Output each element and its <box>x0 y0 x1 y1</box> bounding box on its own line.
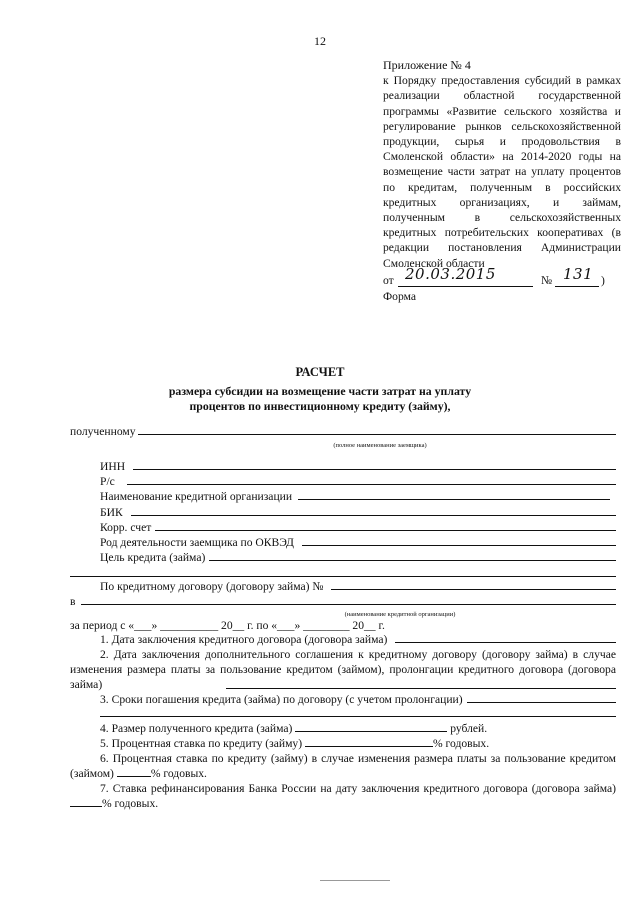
received-label: полученному <box>70 425 136 438</box>
item1-row <box>100 633 616 646</box>
item7-unit: % годовых. <box>102 797 159 810</box>
bank-name-label: Наименование кредитной организации <box>100 490 293 503</box>
doc-title: РАСЧЕТ <box>295 365 345 379</box>
item1-label: 1. Дата заключения кредитного договора (договора займа) <box>100 633 388 646</box>
number-handwritten: 131 <box>563 264 594 283</box>
item4-unit: рублей. <box>450 722 488 735</box>
item5-unit: % годовых. <box>432 737 490 750</box>
agreement-label: По кредитному договору (договору займа) № <box>100 580 324 593</box>
item3-label: 3. Сроки погашения кредита (займа) по договору (с учетом пролонгации) <box>100 693 463 706</box>
item3-line-2[interactable] <box>100 716 616 717</box>
item1-line[interactable] <box>395 642 616 643</box>
item6-text: 6. Процентная ставка по кредиту (займу) в случае изменения размера платы за пользование кредитом (займом) <box>70 752 616 780</box>
okved-label: Род деятельности заемщика по ОКВЭД <box>100 536 294 549</box>
item5-row <box>100 736 489 750</box>
okved-row <box>100 536 616 549</box>
corr-account-row <box>100 521 616 534</box>
period-line: за период с «___» __________ 20__ г. по «___» ________ 20__ г. <box>70 619 385 632</box>
account-row <box>100 475 616 488</box>
item2-line[interactable] <box>226 688 616 689</box>
date-handwritten: 20.03.2015 <box>405 264 496 283</box>
purpose-row <box>100 551 616 564</box>
doc-subtitle-line1: размера субсидии на возмещение части затрат на уплату <box>168 384 472 398</box>
number-underline <box>555 286 599 287</box>
bank-name-line[interactable] <box>298 499 610 500</box>
bank-name-row <box>100 490 610 503</box>
org-note: (наименование кредитной организации) <box>344 611 456 618</box>
inn-row <box>100 460 616 473</box>
appendix-body: к Порядку предоставления субсидий в рамках реализации областной государственной программы «Развитие сельского хозяйства и регулирование рынков сельскохозяйственной продукции, сырья и продовольствия в Смоленской области» на 2014-2020 годы на возмещение части затрат на уплату процентов по кредитам, полученным в российских кредитных организациях, и займам, полученным в сельскохозяйственных кредитных потребительских кооперативах (в редакции постановления Администрации Смоленской области <box>383 74 621 270</box>
item4-line[interactable] <box>295 721 447 732</box>
item4-label: 4. Размер полученного кредита (займа) <box>100 722 293 735</box>
item6-block <box>70 751 616 781</box>
bik-line[interactable] <box>131 515 616 516</box>
purpose-label: Цель кредита (займа) <box>100 551 206 564</box>
account-label: Р/с <box>100 475 115 488</box>
appendix-date-line <box>383 264 621 289</box>
item5-line[interactable] <box>305 736 433 747</box>
okved-line[interactable] <box>302 545 616 546</box>
corr-account-label: Корр. счет <box>100 521 152 534</box>
doc-subtitle-line2: процентов по инвестиционному кредиту (займу), <box>189 399 451 413</box>
org-row <box>70 595 616 608</box>
account-line[interactable] <box>127 484 616 485</box>
appendix-block <box>383 58 621 304</box>
page-number: 12 <box>314 34 326 48</box>
item7-line[interactable] <box>70 796 102 807</box>
purpose-line-2[interactable] <box>70 576 616 577</box>
item7-text: 7. Ставка рефинансирования Банка России на дату заключения кредитного договора (договора займа) <box>100 782 616 795</box>
item2-text: 2. Дата заключения дополнительного соглашения к кредитному договору (договору займа) в случае изменения размера платы за пользование кредитом (займом), пролонгации кредитного договора (договора займа) <box>70 648 616 691</box>
in-label: в <box>70 595 76 608</box>
item6-unit: % годовых. <box>150 767 207 780</box>
appendix-title: Приложение № 4 <box>383 58 471 72</box>
agreement-row <box>100 580 616 593</box>
bik-row <box>100 506 616 519</box>
number-suffix: ) <box>601 273 605 287</box>
agreement-number-line[interactable] <box>331 589 616 590</box>
item3-row <box>100 693 616 706</box>
item4-row <box>100 721 487 735</box>
form-label: Форма <box>383 289 416 303</box>
item3-line[interactable] <box>467 702 616 703</box>
bik-label: БИК <box>100 506 123 519</box>
received-row <box>70 425 616 438</box>
bottom-scan-mark <box>320 880 390 881</box>
date-prefix: от <box>383 273 394 287</box>
received-line[interactable] <box>138 434 616 435</box>
inn-line[interactable] <box>133 469 616 470</box>
item7-block <box>70 781 616 811</box>
date-underline <box>398 286 533 287</box>
inn-label: ИНН <box>100 460 126 473</box>
purpose-line[interactable] <box>209 560 616 561</box>
received-note: (полное наименование заемщика) <box>333 442 427 449</box>
item5-label: 5. Процентная ставка по кредиту (займу) <box>100 737 303 750</box>
org-line[interactable] <box>81 604 616 605</box>
item6-line[interactable] <box>117 766 151 777</box>
number-prefix: № <box>541 273 553 287</box>
corr-account-line[interactable] <box>155 530 616 531</box>
